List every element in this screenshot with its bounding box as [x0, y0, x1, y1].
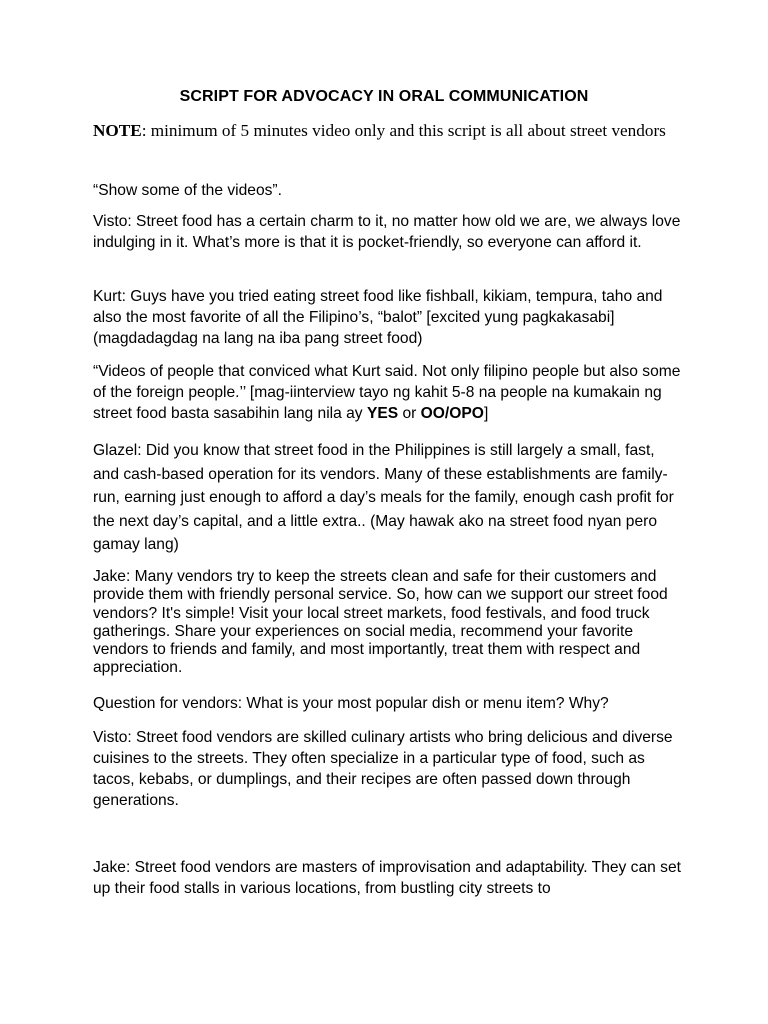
- paragraph-jake-2: Jake: Street food vendors are masters of improvisation and adaptability. They can set up their food stalls in various locations, from bustling city streets to: [93, 859, 681, 897]
- paragraph-glazel: Glazel: Did you know that street food in the Philippines is still largely a small, fast, and cash-based operation for its vendors. Many of these establishments are family-run, earning just enough to afford a day’s meals for the family, enough cash profit for the next day’s capital, and a little extra.. (May hawak ako na street food nyan pero gamay lang): [93, 442, 674, 553]
- note-label: NOTE: [93, 121, 142, 140]
- paragraph-videos-people: [93, 361, 683, 424]
- paragraph-show-videos: “Show some of the videos”.: [93, 182, 282, 199]
- p4-yes: YES: [366, 405, 399, 422]
- document-title: SCRIPT FOR ADVOCACY IN ORAL COMMUNICATION: [179, 88, 589, 105]
- p4-oo: OO/OPO: [420, 405, 484, 422]
- paragraph-jake-1: Jake: Many vendors try to keep the streets clean and safe for their customers and provide them with friendly personal service. So, how can we support our street food vendors? It's simple! Visit your local street markets, food festivals, and food truck gatherings. Share your experiences on social media, recommend your favorite vendors to friends and family, and most importantly, treat them with respect and appreciation.: [93, 568, 668, 677]
- p4-text: “Videos of people that conviced what Kurt said. Not only filipino people but also some of the foreign people.’’ [mag-iinterview tayo ng kahit 5-8 na people na kumakain ng street food basta sasabihin lang nila ay: [93, 363, 681, 422]
- p4-end: ]: [483, 405, 489, 422]
- p4-or: or: [398, 405, 421, 422]
- note-text: : minimum of 5 minutes video only and this script is all about street vendors: [141, 121, 666, 140]
- note-paragraph: [93, 120, 683, 142]
- paragraph-kurt: Kurt: Guys have you tried eating street food like fishball, kikiam, tempura, taho and also the most favorite of all the Filipino’s, “balot” [excited yung pagkakasabi](magdadagdag na lang na iba pang street food): [93, 288, 663, 347]
- paragraph-visto-2: Visto: Street food vendors are skilled culinary artists who bring delicious and diverse cuisines to the streets. They often specialize in a particular type of food, such as tacos, kebabs, or dumplings, and their recipes are often passed down through generations.: [93, 729, 673, 809]
- paragraph-question: Question for vendors: What is your most popular dish or menu item? Why?: [93, 695, 609, 712]
- paragraph-visto-1: Visto: Street food has a certain charm to it, no matter how old we are, we always love indulging in it. What’s more is that it is pocket-friendly, so everyone can afford it.: [93, 213, 681, 251]
